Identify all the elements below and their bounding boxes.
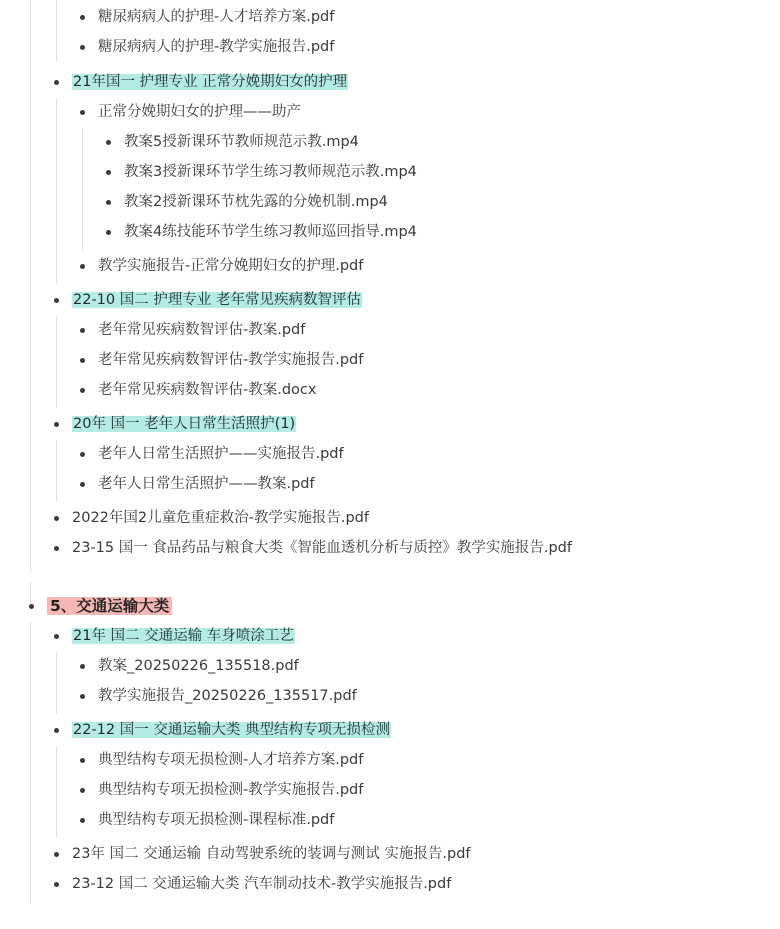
bullet-icon (80, 15, 85, 20)
item-label: 教学实施报告_20250226_135517.pdf (98, 688, 357, 704)
folder-item[interactable] (72, 414, 296, 434)
file-item[interactable] (98, 474, 315, 494)
item-label: 教案3授新课环节学生练习教师规范示教.mp4 (124, 164, 417, 180)
bullet-icon (29, 604, 34, 609)
folder-item[interactable] (72, 720, 391, 740)
file-item[interactable] (98, 780, 363, 800)
item-label: 老年常见疾病数智评估-教案.docx (98, 382, 317, 398)
bullet-icon (80, 664, 85, 669)
file-item[interactable] (124, 162, 417, 182)
bullet-icon (106, 170, 111, 175)
file-item[interactable] (98, 380, 316, 400)
folder-item[interactable] (72, 290, 362, 310)
file-item[interactable] (98, 750, 363, 770)
item-label: 21年 国二 交通运输 车身喷涂工艺 (73, 628, 294, 644)
item-label: 教学实施报告-正常分娩期妇女的护理.pdf (98, 258, 364, 274)
bullet-icon (80, 758, 85, 763)
item-label: 老年人日常生活照护——实施报告.pdf (98, 446, 344, 462)
bullet-icon (80, 388, 85, 393)
file-item[interactable] (72, 538, 572, 558)
bullet-icon (80, 45, 85, 50)
bullet-icon (80, 482, 85, 487)
bullet-icon (80, 694, 85, 699)
guide-line (82, 128, 83, 250)
item-label: 糖尿病病人的护理-人才培养方案.pdf (98, 9, 335, 25)
guide-line (56, 652, 57, 714)
item-label: 老年常见疾病数智评估-教案.pdf (98, 322, 306, 338)
bullet-icon (106, 200, 111, 205)
file-item[interactable] (124, 132, 359, 152)
file-item[interactable] (98, 686, 357, 706)
file-item[interactable] (98, 444, 344, 464)
item-label: 教案2授新课环节枕先露的分娩机制.mp4 (124, 194, 388, 210)
item-label: 23-12 国二 交通运输大类 汽车制动技术-教学实施报告.pdf (72, 876, 452, 892)
item-label: 5、交通运输大类 (47, 597, 172, 615)
bullet-icon (54, 422, 59, 427)
item-label: 2022年国2儿童危重症救治-教学实施报告.pdf (72, 510, 369, 526)
file-item[interactable] (98, 37, 334, 57)
item-label: 20年 国一 老年人日常生活照护(1) (73, 416, 296, 432)
guide-line (56, 0, 57, 62)
bullet-icon (80, 788, 85, 793)
bullet-icon (80, 264, 85, 269)
bullet-icon (54, 852, 59, 857)
folder-item[interactable] (72, 626, 295, 646)
folder-item[interactable] (72, 72, 348, 92)
item-label: 教案_20250226_135518.pdf (98, 658, 299, 674)
item-label: 糖尿病病人的护理-教学实施报告.pdf (98, 39, 335, 55)
item-label: 23-15 国一 食品药品与粮食大类《智能血透机分析与质控》教学实施报告.pdf (72, 540, 572, 556)
guide-line (56, 746, 57, 838)
file-item[interactable] (72, 874, 451, 894)
guide-line (56, 316, 57, 408)
bullet-icon (54, 634, 59, 639)
item-label: 22-10 国二 护理专业 老年常见疾病数智评估 (73, 292, 361, 308)
bullet-icon (54, 80, 59, 85)
item-label: 典型结构专项无损检测-人才培养方案.pdf (98, 752, 364, 768)
item-label: 22-12 国一 交通运输大类 典型结构专项无损检测 (73, 722, 390, 738)
item-label: 正常分娩期妇女的护理——助产 (98, 104, 301, 120)
item-label: 老年常见疾病数智评估-教学实施报告.pdf (98, 352, 364, 368)
file-item[interactable] (98, 350, 363, 370)
file-item[interactable] (98, 810, 334, 830)
bullet-icon (106, 140, 111, 145)
file-item[interactable] (72, 844, 471, 864)
file-item[interactable] (124, 222, 417, 242)
bullet-icon (54, 516, 59, 521)
guide-line (30, 622, 31, 904)
bullet-icon (54, 882, 59, 887)
bullet-icon (54, 298, 59, 303)
bullet-icon (80, 110, 85, 115)
file-item[interactable] (72, 508, 369, 528)
item-label: 老年人日常生活照护——教案.pdf (98, 476, 315, 492)
item-label: 21年国一 护理专业 正常分娩期妇女的护理 (73, 74, 348, 90)
bullet-icon (54, 728, 59, 733)
category-heading[interactable] (47, 596, 172, 617)
guide-line (56, 98, 57, 284)
file-item[interactable] (98, 256, 363, 276)
item-label: 典型结构专项无损检测-课程标准.pdf (98, 812, 335, 828)
item-label: 教案4练技能环节学生练习教师巡回指导.mp4 (124, 224, 417, 240)
file-item[interactable] (98, 7, 334, 27)
bullet-icon (80, 358, 85, 363)
file-item[interactable] (98, 656, 299, 676)
file-item[interactable] (98, 102, 301, 122)
file-item[interactable] (124, 192, 388, 212)
bullet-icon (80, 328, 85, 333)
bullet-icon (80, 818, 85, 823)
item-label: 教案5授新课环节教师规范示教.mp4 (124, 134, 359, 150)
item-label: 23年 国二 交通运输 自动驾驶系统的装调与测试 实施报告.pdf (72, 846, 471, 862)
guide-line (30, 582, 31, 602)
file-item[interactable] (98, 320, 305, 340)
bullet-icon (54, 546, 59, 551)
item-label: 典型结构专项无损检测-教学实施报告.pdf (98, 782, 364, 798)
guide-line (30, 0, 31, 572)
bullet-icon (106, 230, 111, 235)
bullet-icon (80, 452, 85, 457)
guide-line (56, 440, 57, 502)
